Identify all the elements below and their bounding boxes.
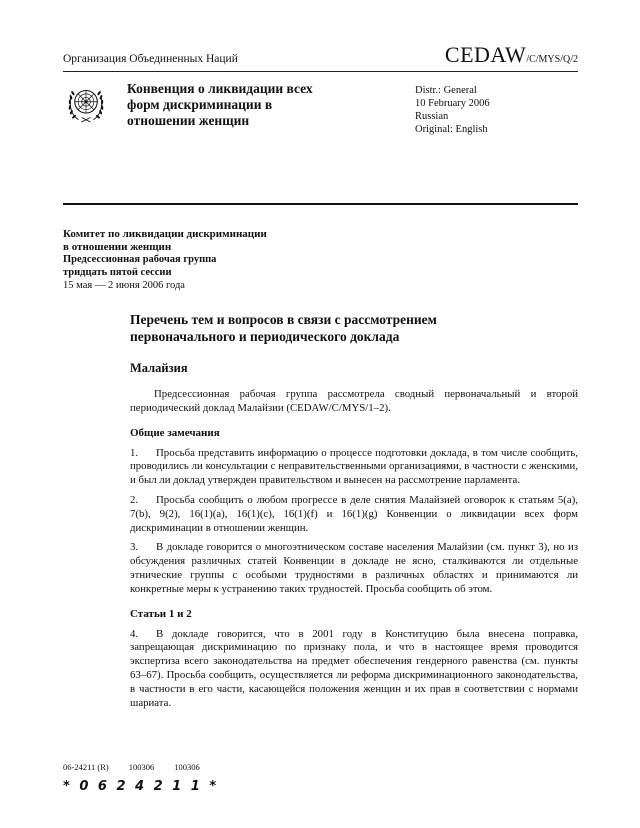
country-heading: Малайзия (130, 361, 188, 375)
document-body (130, 311, 578, 716)
committee-name-line1: Комитет по ликвидации дискриминации (63, 228, 267, 240)
intro-paragraph: Предсессионная рабочая группа рассмотрела сводный первоначальный и второй периодический доклад Малайзии (CEDAW/C/MYS/1–2). (130, 388, 578, 414)
paragraph-number: 3. (130, 541, 139, 554)
un-emblem-icon (62, 80, 110, 128)
paragraph-text: В докладе говорится о многоэтническом составе населения Малайзии (см. пункт 3), но из обсуждения различных статей Конвенции в докладе не ясно, сталкиваются ли отдельные этнические группы с особыми трудностями в различных областях и принимаются ли конкретные меры к устранению таких трудностей. Просьба сообщить об этом. (130, 541, 578, 595)
barcode-text: * 0 6 2 4 2 1 1 * (63, 779, 219, 794)
org-name: Организация Объединенных Наций (63, 53, 238, 65)
distr-original: Original: English (415, 124, 488, 135)
paragraph-number: 4. (130, 627, 139, 640)
section-heading-articles: Статьи 1 и 2 (130, 607, 192, 620)
doc-symbol-main: CEDAW (444, 42, 527, 67)
numbered-paragraph-2 (130, 494, 578, 535)
section-heading-general: Общие замечания (130, 426, 220, 439)
paragraph-text: В докладе говорится, что в 2001 году в Конституцию была внесена поправка, запрещающая дискриминацию по признаку пола, и что в настоящее время проводится экспертиза всего законодательства на предмет обеспечения гендерного равенства (см. пункты 63–67). Просьба сообщить, осуществляется ли реформа дискриминационного законодательства, в частности в его части, касающейся положения женщин и их прав в соответствии с нормами шариата. (130, 627, 578, 709)
paragraph-number: 1. (130, 446, 139, 459)
header-thick-rule (63, 203, 578, 205)
distribution-block (415, 84, 490, 136)
numbered-paragraph-3 (130, 541, 578, 596)
numbered-paragraph-4 (130, 628, 578, 711)
document-footer (63, 762, 220, 794)
page-title: Перечень тем и вопросов в связи с рассмотрением первоначального и периодического доклада (130, 312, 437, 344)
convention-title: Конвенция о ликвидации всех форм дискриминации в отношении женщин (127, 81, 313, 128)
header-thin-rule (63, 71, 578, 72)
distr-date: 10 February 2006 (415, 98, 490, 109)
masthead-top (63, 42, 578, 68)
distr-language: Russian (415, 111, 449, 122)
footer-code-1: 100306 (128, 762, 155, 772)
working-group: Предсессионная рабочая группа (63, 254, 217, 265)
session-number: тридцать пятой сессии (63, 266, 172, 278)
doc-symbol (445, 42, 578, 68)
job-number-line (63, 762, 220, 772)
paragraph-number: 2. (130, 493, 139, 506)
numbered-paragraph-1 (130, 447, 578, 488)
job-number: 06-24211 (R) (63, 762, 109, 772)
doc-symbol-suffix: /C/MYS/Q/2 (526, 54, 578, 65)
committee-name-line2: в отношении женщин (63, 241, 172, 253)
footer-code-2: 100306 (174, 762, 200, 772)
distr-type: Distr.: General (415, 85, 477, 96)
paragraph-text: Просьба сообщить о любом прогрессе в деле снятия Малайзией оговорок к статьям 5(a), 7(b), 9(2), 16(1)(a), 16(1)(c), 16(1)(f) и 16(1)(g) Конвенции о ликвидации всех форм дискриминации в отношении женщин. (130, 493, 578, 534)
paragraph-text: Просьба представить информацию о процессе подготовки доклада, в том числе сообщить, проводились ли консультации с неправительственными организациями, в частности с женскими, и был ли доклад утвержден правительством и вынесен на рассмотрение парламента. (130, 446, 578, 487)
session-dates: 15 мая — 2 июня 2006 года (63, 280, 185, 291)
committee-block (63, 228, 267, 292)
